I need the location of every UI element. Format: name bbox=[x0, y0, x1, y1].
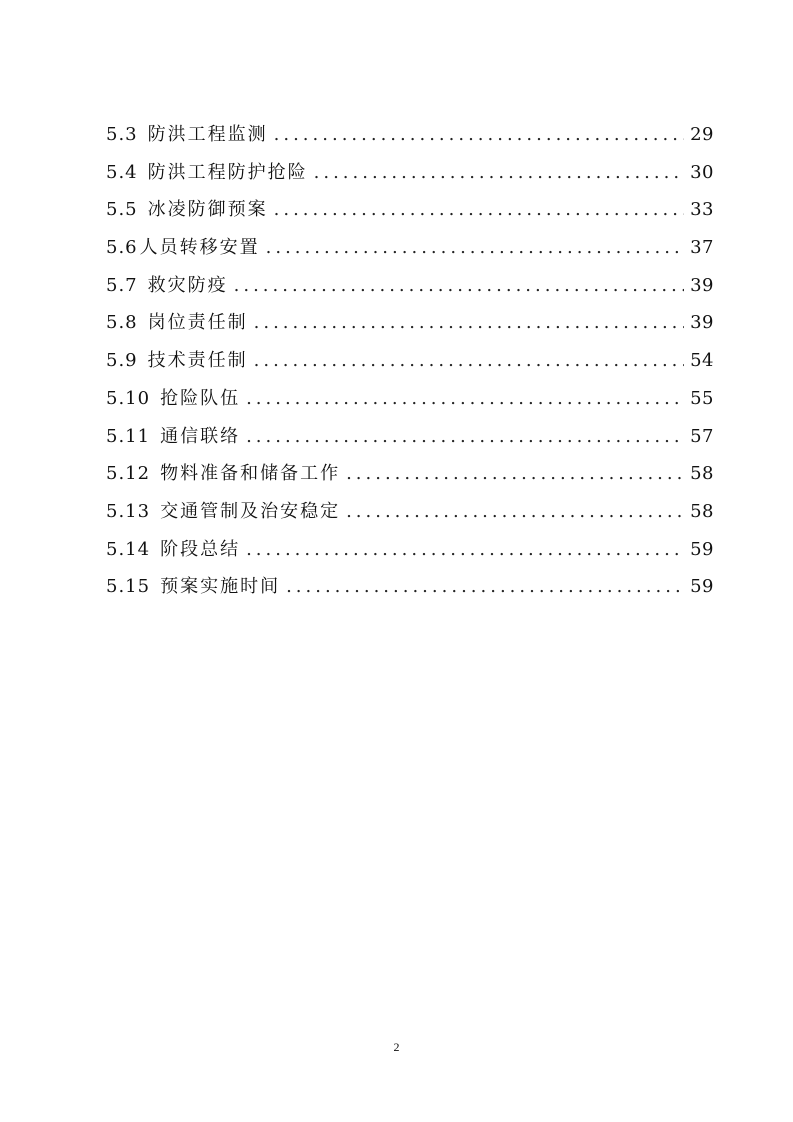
toc-entry-page: 58 bbox=[690, 463, 714, 485]
toc-dot-leader bbox=[246, 388, 684, 409]
toc-entry-title: 物料准备和储备工作 bbox=[160, 463, 341, 485]
toc-entry-number: 5.15 bbox=[106, 576, 151, 598]
toc-entry-5-5[interactable] bbox=[106, 195, 714, 233]
toc-entry-5-13[interactable] bbox=[106, 497, 714, 535]
toc-entry-page: 55 bbox=[690, 387, 714, 409]
toc-entry-5-7[interactable] bbox=[106, 271, 714, 309]
toc-entry-page: 58 bbox=[690, 500, 714, 522]
toc-dot-leader bbox=[274, 199, 684, 220]
toc-entry-number: 5.10 bbox=[106, 387, 151, 409]
toc-dot-leader bbox=[234, 275, 684, 296]
toc-entry-title: 冰凌防御预案 bbox=[147, 199, 268, 221]
table-of-contents bbox=[106, 120, 714, 610]
toc-entry-title: 技术责任制 bbox=[147, 350, 248, 372]
page-number: 2 bbox=[393, 1040, 400, 1054]
toc-entry-page: 57 bbox=[690, 425, 714, 447]
toc-entry-number: 5.12 bbox=[106, 463, 151, 485]
toc-entry-number: 5.11 bbox=[106, 425, 151, 447]
toc-dot-leader bbox=[246, 426, 684, 447]
toc-entry-5-9[interactable] bbox=[106, 346, 714, 384]
toc-dot-leader bbox=[254, 350, 684, 371]
toc-entry-number: 5.5 bbox=[106, 199, 138, 221]
toc-entry-title: 预案实施时间 bbox=[160, 576, 281, 598]
toc-entry-5-10[interactable] bbox=[106, 384, 714, 422]
toc-entry-page: 30 bbox=[690, 161, 714, 183]
toc-entry-number: 5.6 bbox=[106, 237, 138, 259]
toc-entry-page: 33 bbox=[690, 199, 714, 221]
toc-entry-title: 人员转移安置 bbox=[139, 237, 260, 259]
toc-entry-number: 5.8 bbox=[106, 312, 138, 334]
toc-entry-title: 救灾防疫 bbox=[147, 274, 228, 296]
toc-entry-title: 岗位责任制 bbox=[147, 312, 248, 334]
toc-entry-title: 防洪工程监测 bbox=[147, 124, 268, 145]
toc-entry-5-3[interactable] bbox=[106, 120, 714, 158]
toc-entry-5-15[interactable] bbox=[106, 572, 714, 610]
toc-dot-leader bbox=[266, 237, 684, 258]
toc-entry-number: 5.3 bbox=[106, 124, 138, 145]
toc-entry-5-8[interactable] bbox=[106, 308, 714, 346]
toc-entry-page: 39 bbox=[690, 274, 714, 296]
toc-dot-leader bbox=[254, 312, 684, 333]
toc-entry-title: 阶段总结 bbox=[160, 538, 241, 560]
toc-entry-number: 5.13 bbox=[106, 500, 151, 522]
toc-entry-number: 5.14 bbox=[106, 538, 151, 560]
toc-entry-page: 29 bbox=[690, 124, 714, 145]
toc-entry-title: 通信联络 bbox=[160, 425, 241, 447]
toc-dot-leader bbox=[314, 162, 684, 183]
toc-entry-5-12[interactable] bbox=[106, 459, 714, 497]
toc-entry-page: 39 bbox=[690, 312, 714, 334]
toc-entry-number: 5.4 bbox=[106, 161, 138, 183]
toc-dot-leader bbox=[346, 501, 684, 522]
toc-entry-title: 交通管制及治安稳定 bbox=[160, 500, 341, 522]
toc-entry-number: 5.7 bbox=[106, 274, 138, 296]
toc-entry-page: 59 bbox=[690, 538, 714, 560]
toc-entry-title: 抢险队伍 bbox=[160, 387, 241, 409]
toc-entry-number: 5.9 bbox=[106, 350, 138, 372]
toc-entry-5-11[interactable] bbox=[106, 422, 714, 460]
toc-entry-5-4[interactable] bbox=[106, 158, 714, 196]
toc-dot-leader bbox=[286, 576, 684, 597]
toc-entry-page: 54 bbox=[690, 350, 714, 372]
toc-dot-leader bbox=[246, 539, 684, 560]
toc-entry-5-6[interactable] bbox=[106, 233, 714, 271]
toc-dot-leader bbox=[274, 124, 684, 145]
toc-entry-page: 37 bbox=[690, 237, 714, 259]
toc-entry-title: 防洪工程防护抢险 bbox=[147, 161, 308, 183]
toc-entry-5-14[interactable] bbox=[106, 535, 714, 573]
toc-dot-leader bbox=[346, 463, 684, 484]
toc-entry-page: 59 bbox=[690, 576, 714, 598]
